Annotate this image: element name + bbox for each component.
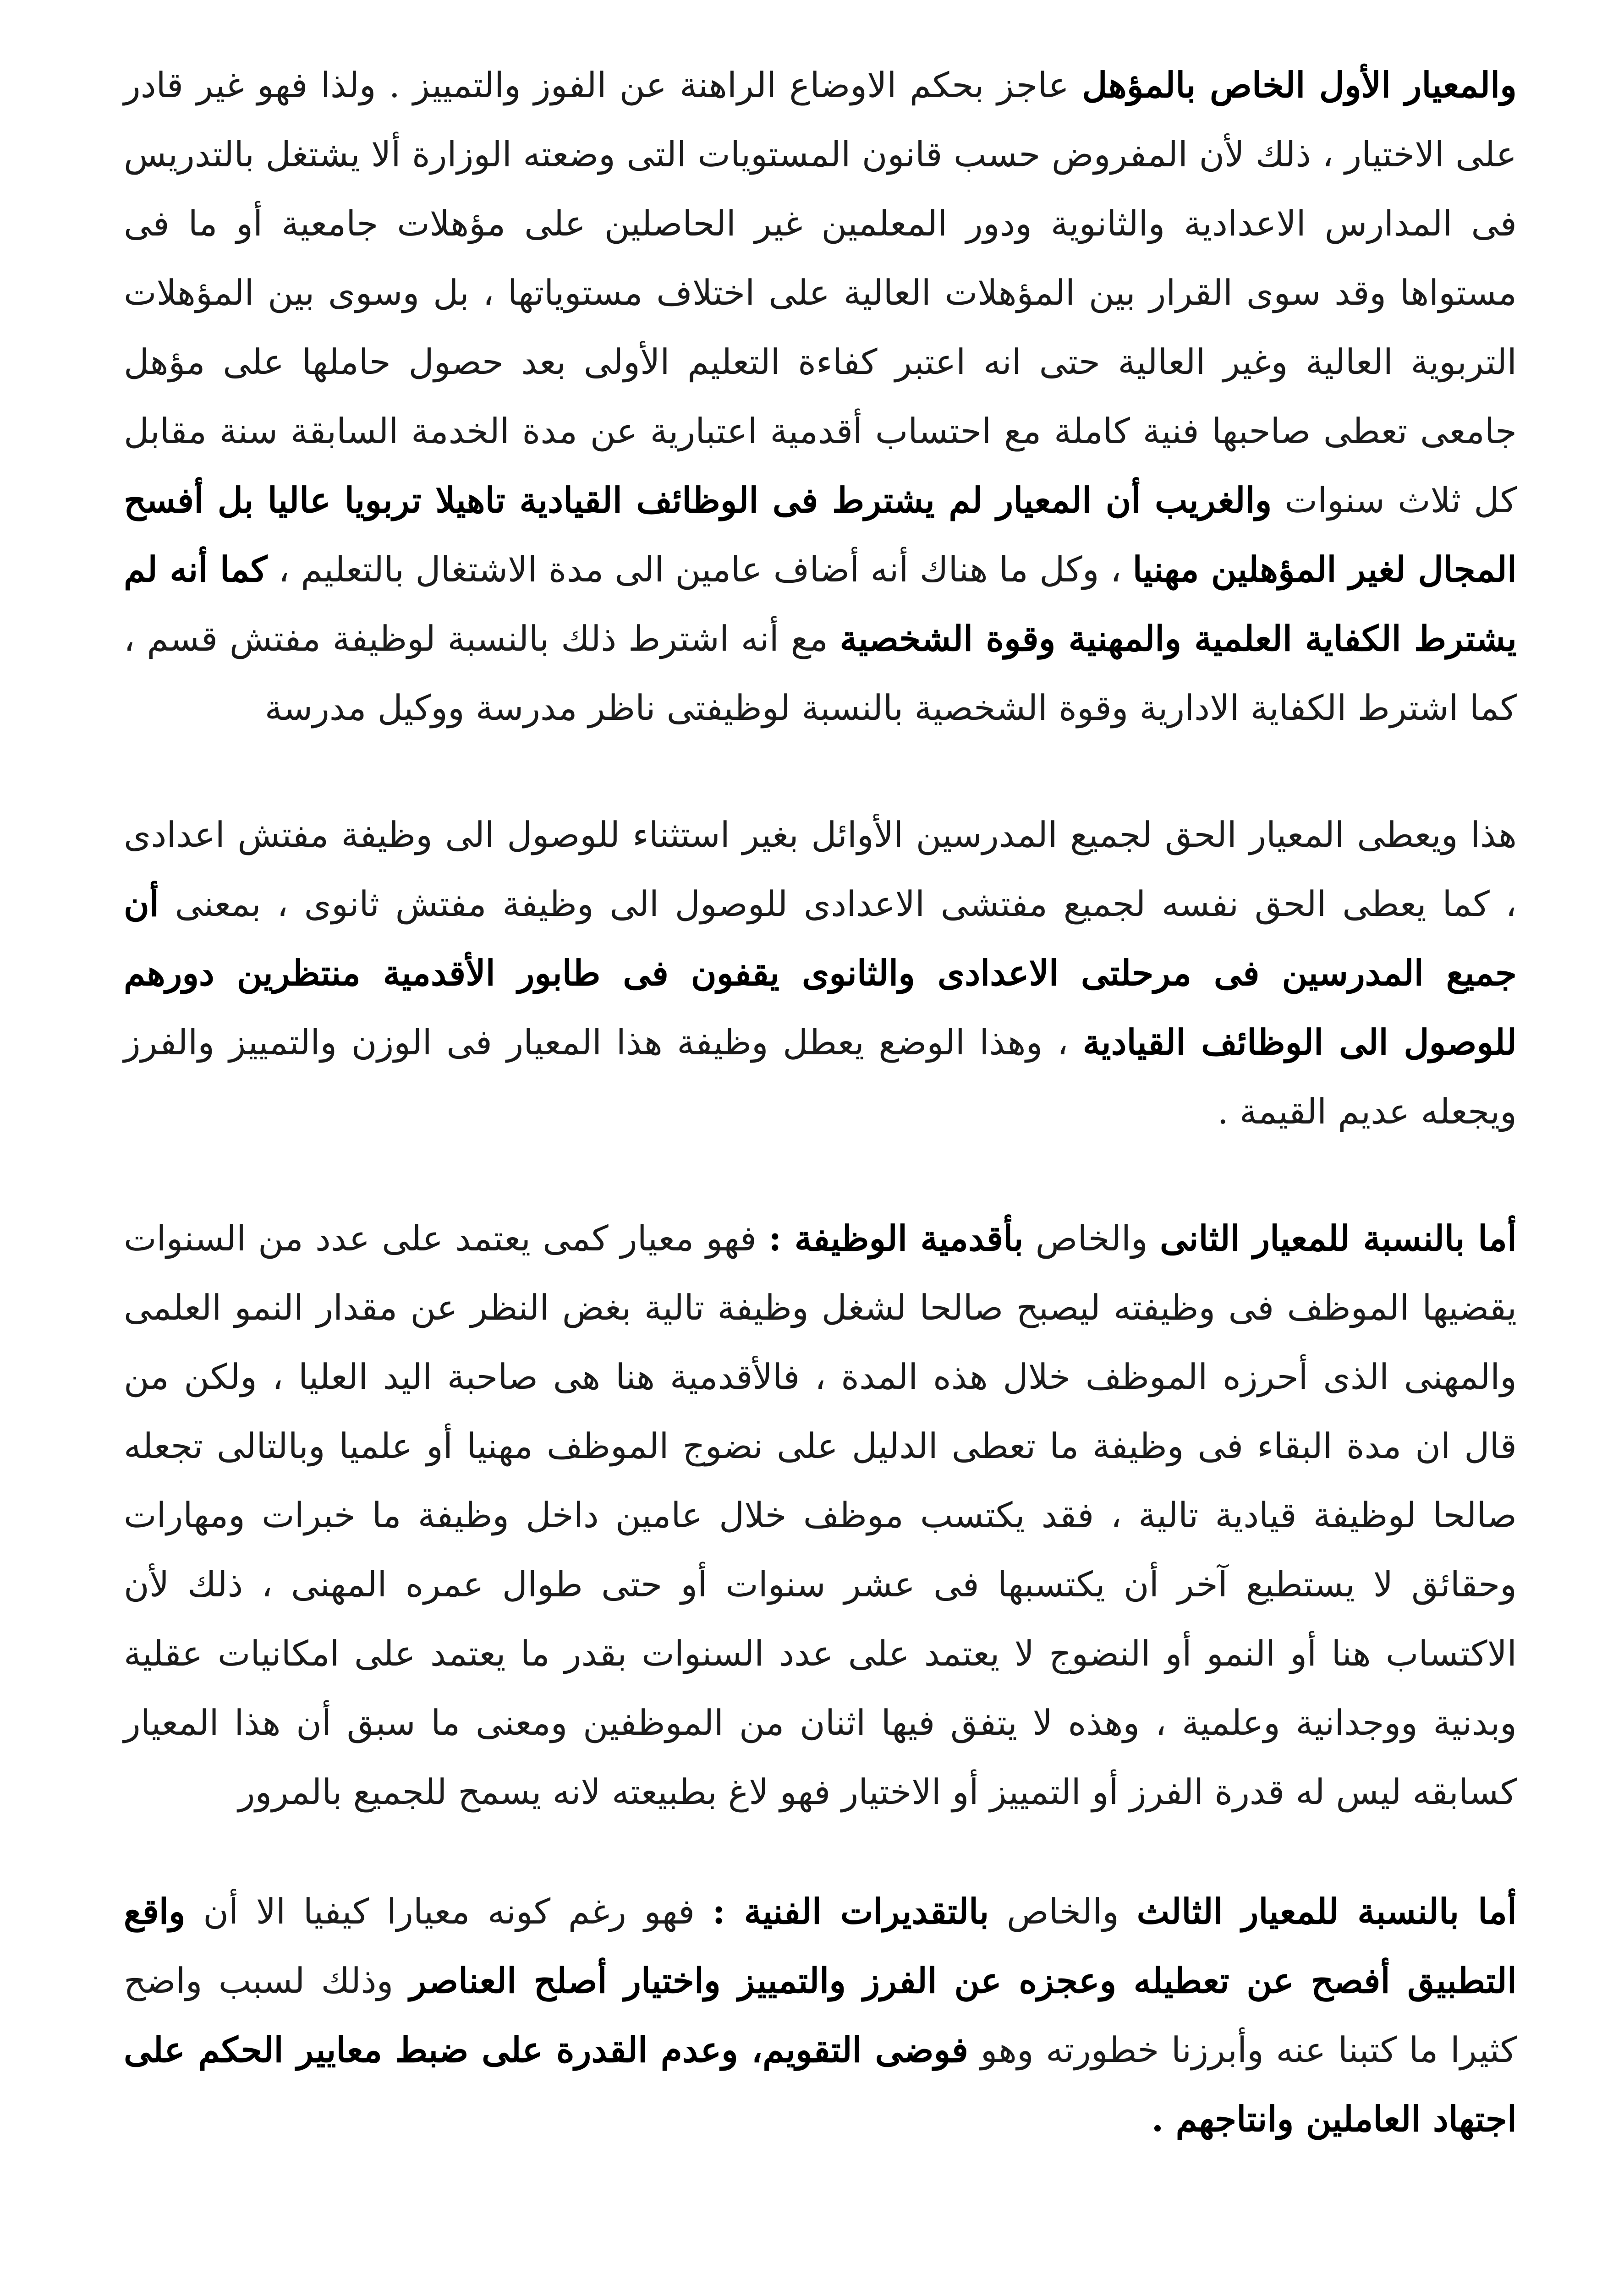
heading-first-criterion: والمعيار الأول الخاص بالمؤهل: [1082, 65, 1517, 105]
emphasis-text: كما أنه لم يشترط الكفاية العلمية والمهنية وقوة الشخصية: [124, 549, 1517, 659]
paragraph-text: ، وهذا الوضع يعطل وظيفة هذا المعيار فى الوزن والتمييز والفرز ويجعله عديم القيمة .: [124, 1022, 1517, 1132]
paragraph-text: فهو رغم كونه معيارا كيفيا الا أن: [185, 1891, 713, 1932]
heading-third-criterion: أما بالنسبة للمعيار الثالث: [1136, 1891, 1517, 1932]
paragraph-text: والخاص: [989, 1891, 1137, 1932]
paragraph-text: مع أنه اشترط ذلك بالنسبة لوظيفة مفتش قسم ، كما اشترط الكفاية الادارية وقوة الشخصية بالنسبة لوظيفتى ناظر مدرسة ووكيل مدرسة: [124, 618, 1517, 728]
paragraph-text: هذا ويعطى المعيار الحق لجميع المدرسين الأوائل بغير استثناء للوصول الى وظيفة مفتش اعدادى ، كما يعطى الحق نفسه لجميع مفتشى الاعدادى للوصول الى وظيفة مفتش ثانوى ، بمعنى: [124, 814, 1517, 924]
heading-second-criterion: أما بالنسبة للمعيار الثانى: [1159, 1218, 1517, 1259]
paragraph-text: والخاص: [1023, 1218, 1160, 1259]
paragraph-text: وذلك لسبب واضح كثيرا ما كتبنا عنه وأبرزنا خطورته وهو: [124, 1960, 1517, 2070]
emphasis-text: بالتقديرات الفنية :: [712, 1891, 989, 1932]
paragraph-third-criterion: [124, 1877, 1517, 2154]
emphasis-text: واقع التطبيق أفصح عن تعطيله وعجزه عن الفرز والتمييز واختيار أصلح العناصر: [124, 1891, 1517, 2001]
emphasis-text: والغريب أن المعيار لم يشترط فى الوظائف القيادية تاهيلا تربويا عاليا بل أفسح المجال لغير المؤهلين مهنيا: [124, 480, 1517, 590]
emphasis-text: أن جميع المدرسين فى مرحلتى الاعدادى والثانوى يقفون فى طابور الأقدمية منتظرين دورهم للوصول الى الوظائف القيادية: [124, 883, 1517, 1063]
paragraph-second-criterion: [124, 1204, 1517, 1826]
paragraph-gap: [124, 742, 1517, 800]
emphasis-text: بأقدمية الوظيفة :: [768, 1218, 1024, 1259]
emphasis-text: فوضى التقويم، وعدم القدرة على ضبط معايير الحكم على اجتهاد العاملين وانتاجهم .: [124, 2029, 1517, 2139]
paragraph-gap: [124, 1826, 1517, 1877]
paragraph-text: فهو معيار كمى يعتمد على عدد من السنوات يقضيها الموظف فى وظيفته ليصبح صالحا لشغل وظيفة تالية بغض النظر عن مقدار النمو العلمى والمهنى الذى أحرزه الموظف خلال هذه المدة ، فالأقدمية هنا هى صاحبة اليد العليا ، ولكن من قال ان مدة البقاء فى وظيفة ما تعطى الدليل على نضوج الموظف مهنيا أو علميا وبالتالى تجعله صالحا لوظيفة قيادية تالية ، فقد يكتسب موظف خلال عامين داخل وظيفة ما خبرات ومهارات وحقائق لا يستطيع آخر أن يكتسبها فى عشر سنوات أو حتى طوال عمره المهنى ، ذلك لأن الاكتساب هنا أو النمو أو النضوج لا يعتمد على عدد السنوات بقدر ما يعتمد على امكانيات عقلية وبدنية ووجدانية وعلمية ، وهذه لا يتفق فيها اثنان من الموظفين ومعنى ما سبق أن هذا المعيار كسابقه ليس له قدرة الفرز أو التمييز أو الاختيار فهو لاغ بطبيعته لانه يسمح للجميع بالمرور: [124, 1218, 1517, 1812]
paragraph-gap: [124, 1146, 1517, 1204]
paragraph-first-criterion: [124, 50, 1517, 742]
paragraph-text: عاجز بحكم الاوضاع الراهنة عن الفوز والتمييز . ولذا فهو غير قادر على الاختيار ، ذلك لأن المفروض حسب قانون المستويات التى وضعته الوزارة ألا يشتغل بالتدريس فى المدارس الاعدادية والثانوية ودور المعلمين غير الحاصلين على مؤهلات جامعية أو ما فى مستواها وقد سوى القرار بين المؤهلات العالية على اختلاف مستوياتها ، بل وسوى بين المؤهلات التربوية العالية وغير العالية حتى انه اعتبر كفاءة التعليم الأولى بعد حصول حاملها على مؤهل جامعى تعطى صاحبها فنية كاملة مع احتساب أقدمية اعتبارية عن مدة الخدمة السابقة سنة مقابل كل ثلاث سنوات: [124, 65, 1517, 521]
document-page: [124, 50, 1517, 2154]
paragraph-text: ، وكل ما هناك أنه أضاف عامين الى مدة الاشتغال بالتعليم ،: [267, 549, 1133, 590]
paragraph-seniority-queue: [124, 800, 1517, 1146]
